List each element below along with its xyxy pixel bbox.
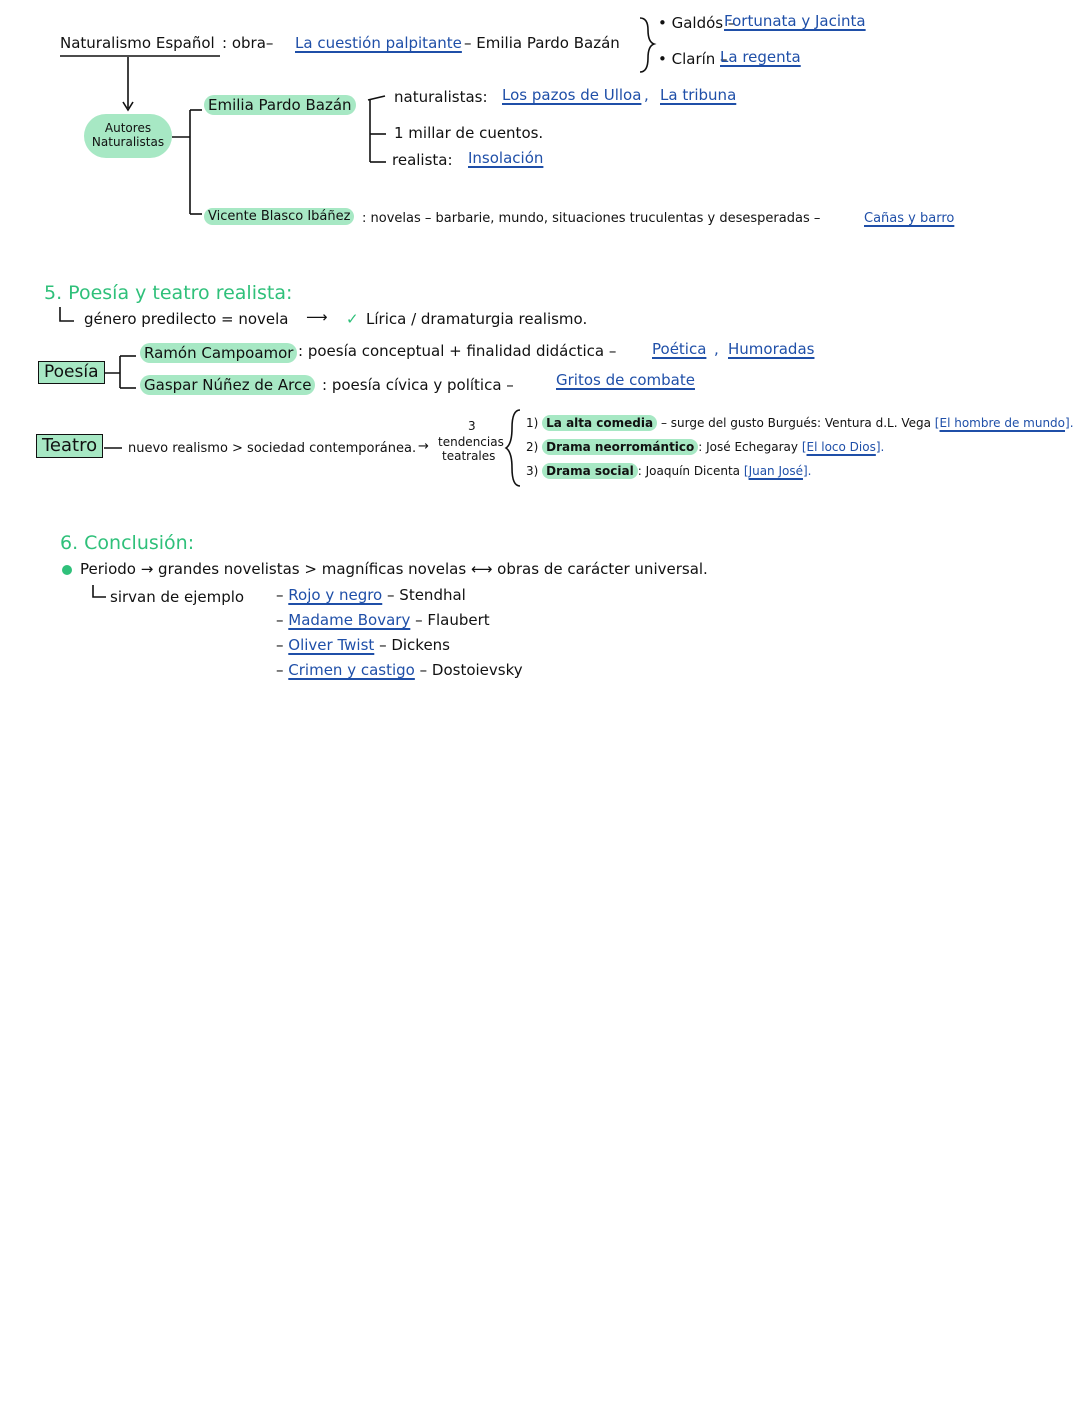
clarin-label: • Clarín – (658, 50, 728, 68)
example-author: – Flaubert (415, 611, 490, 629)
tendencia-3: 3) Drama social : Joaquín Dicenta [Juan José]. (526, 464, 812, 478)
tendencia-2-desc: : José Echegaray (698, 440, 798, 454)
autores-bubble (84, 114, 172, 158)
obra-title: La cuestión palpitante (295, 34, 462, 52)
arrow-icon: ⟶ (306, 308, 328, 326)
example-author: – Dickens (379, 636, 450, 654)
realista-work: Insolación (468, 149, 544, 167)
list-item: – Rojo y negro – Stendhal (276, 586, 466, 604)
tendencia-1-work: El hombre de mundo (939, 416, 1066, 430)
obra-label: : obra– (222, 34, 274, 52)
autores-label: Autores Naturalistas (91, 121, 165, 149)
comma-separator-2: , (714, 340, 719, 358)
list-item: – Madame Bovary – Flaubert (276, 611, 490, 629)
teatro-desc: nuevo realismo > sociedad contemporánea. (128, 441, 417, 456)
campoamor-work-2: Humoradas (728, 340, 815, 358)
example-title: Rojo y negro (288, 586, 383, 604)
example-author: – Stendhal (387, 586, 466, 604)
nunez-desc: : poesía cívica y política – (322, 376, 514, 394)
vicente-name-text: Vicente Blasco Ibáñez (204, 208, 354, 225)
tendencia-3-desc: : Joaquín Dicenta (637, 464, 741, 478)
emilia-name (204, 98, 356, 113)
list-item: – Crimen y castigo – Dostoievsky (276, 661, 523, 679)
tendencia-2-name: Drama neorromántico (542, 439, 698, 455)
vicente-work: Cañas y barro (864, 211, 955, 226)
teatro-box: Teatro (36, 434, 103, 458)
campoamor-desc: : poesía conceptual + finalidad didáctica – (298, 342, 617, 360)
naturalistas-label: naturalistas: (394, 88, 488, 106)
tendencia-1: 1) La alta comedia – surge del gusto Burgués: Ventura d.L. Vega [El hombre de mundo]. (526, 416, 1074, 430)
conclusion-line: Periodo → grandes novelistas > magníficas novelas ⟷ obras de carácter universal. (80, 560, 708, 578)
tendencias-number: 3 (468, 419, 476, 433)
clarin-work: La regenta (720, 48, 801, 66)
realista-label: realista: (392, 151, 453, 169)
tendencia-3-work: Juan José (748, 464, 803, 478)
tendencia-1-desc: – surge del gusto Burgués: Ventura d.L. Vega (660, 416, 931, 430)
tendencia-1-num: 1) (526, 416, 539, 430)
tendencia-3-num: 3) (526, 464, 539, 478)
poesia-box: Poesía (38, 361, 105, 384)
tendencia-2-num: 2) (526, 440, 539, 454)
campoamor-work-1: Poética (652, 340, 707, 358)
emilia-name-text: Emilia Pardo Bazán (204, 95, 356, 115)
campoamor-name (140, 346, 297, 361)
galdos-work: Fortunata y Jacinta (724, 12, 866, 30)
campoamor-name-text: Ramón Campoamor (140, 343, 297, 363)
tendencia-3-name: Drama social (542, 463, 638, 479)
vicente-name (204, 210, 354, 223)
galdos-label: • Galdós – (658, 14, 736, 32)
naturalistas-work-2: La tribuna (660, 86, 737, 104)
ejemplo-label: sirvan de ejemplo (110, 588, 245, 606)
nunez-name-text: Gaspar Núñez de Arce (140, 375, 315, 395)
genero-predilecto: género predilecto = novela (84, 310, 289, 328)
list-item: – Oliver Twist – Dickens (276, 636, 450, 654)
example-author: – Dostoievsky (419, 661, 523, 679)
millar-cuentos: 1 millar de cuentos. (394, 124, 544, 142)
section6-heading: 6. Conclusión: (60, 532, 195, 554)
vicente-desc: : novelas – barbarie, mundo, situaciones truculentas y desesperadas – (362, 211, 821, 226)
example-title: Oliver Twist (288, 636, 375, 654)
arrow-icon-2: → (418, 439, 429, 454)
section5-heading: 5. Poesía y teatro realista: (44, 282, 293, 304)
tendencia-1-name: La alta comedia (542, 415, 657, 431)
comma-separator: , (644, 86, 649, 104)
tendencias-line-2: teatrales (442, 449, 496, 463)
obra-author: – Emilia Pardo Bazán (464, 34, 620, 52)
check-icon: ✓ (346, 310, 359, 328)
tendencias-line-1: tendencias (438, 435, 504, 449)
naturalismo-title: Naturalismo Español (60, 34, 215, 52)
bullet-dot (62, 565, 72, 575)
tendencia-2-work: El loco Dios (806, 440, 876, 454)
example-title: Crimen y castigo (288, 661, 415, 679)
naturalistas-work-1: Los pazos de Ulloa (502, 86, 642, 104)
lirica-text: Lírica / dramaturgia realismo. (366, 310, 588, 328)
tendencia-2: 2) Drama neorromántico : José Echegaray [El loco Dios]. (526, 440, 885, 454)
nunez-work: Gritos de combate (556, 371, 695, 389)
nunez-name (140, 378, 315, 393)
example-title: Madame Bovary (288, 611, 411, 629)
